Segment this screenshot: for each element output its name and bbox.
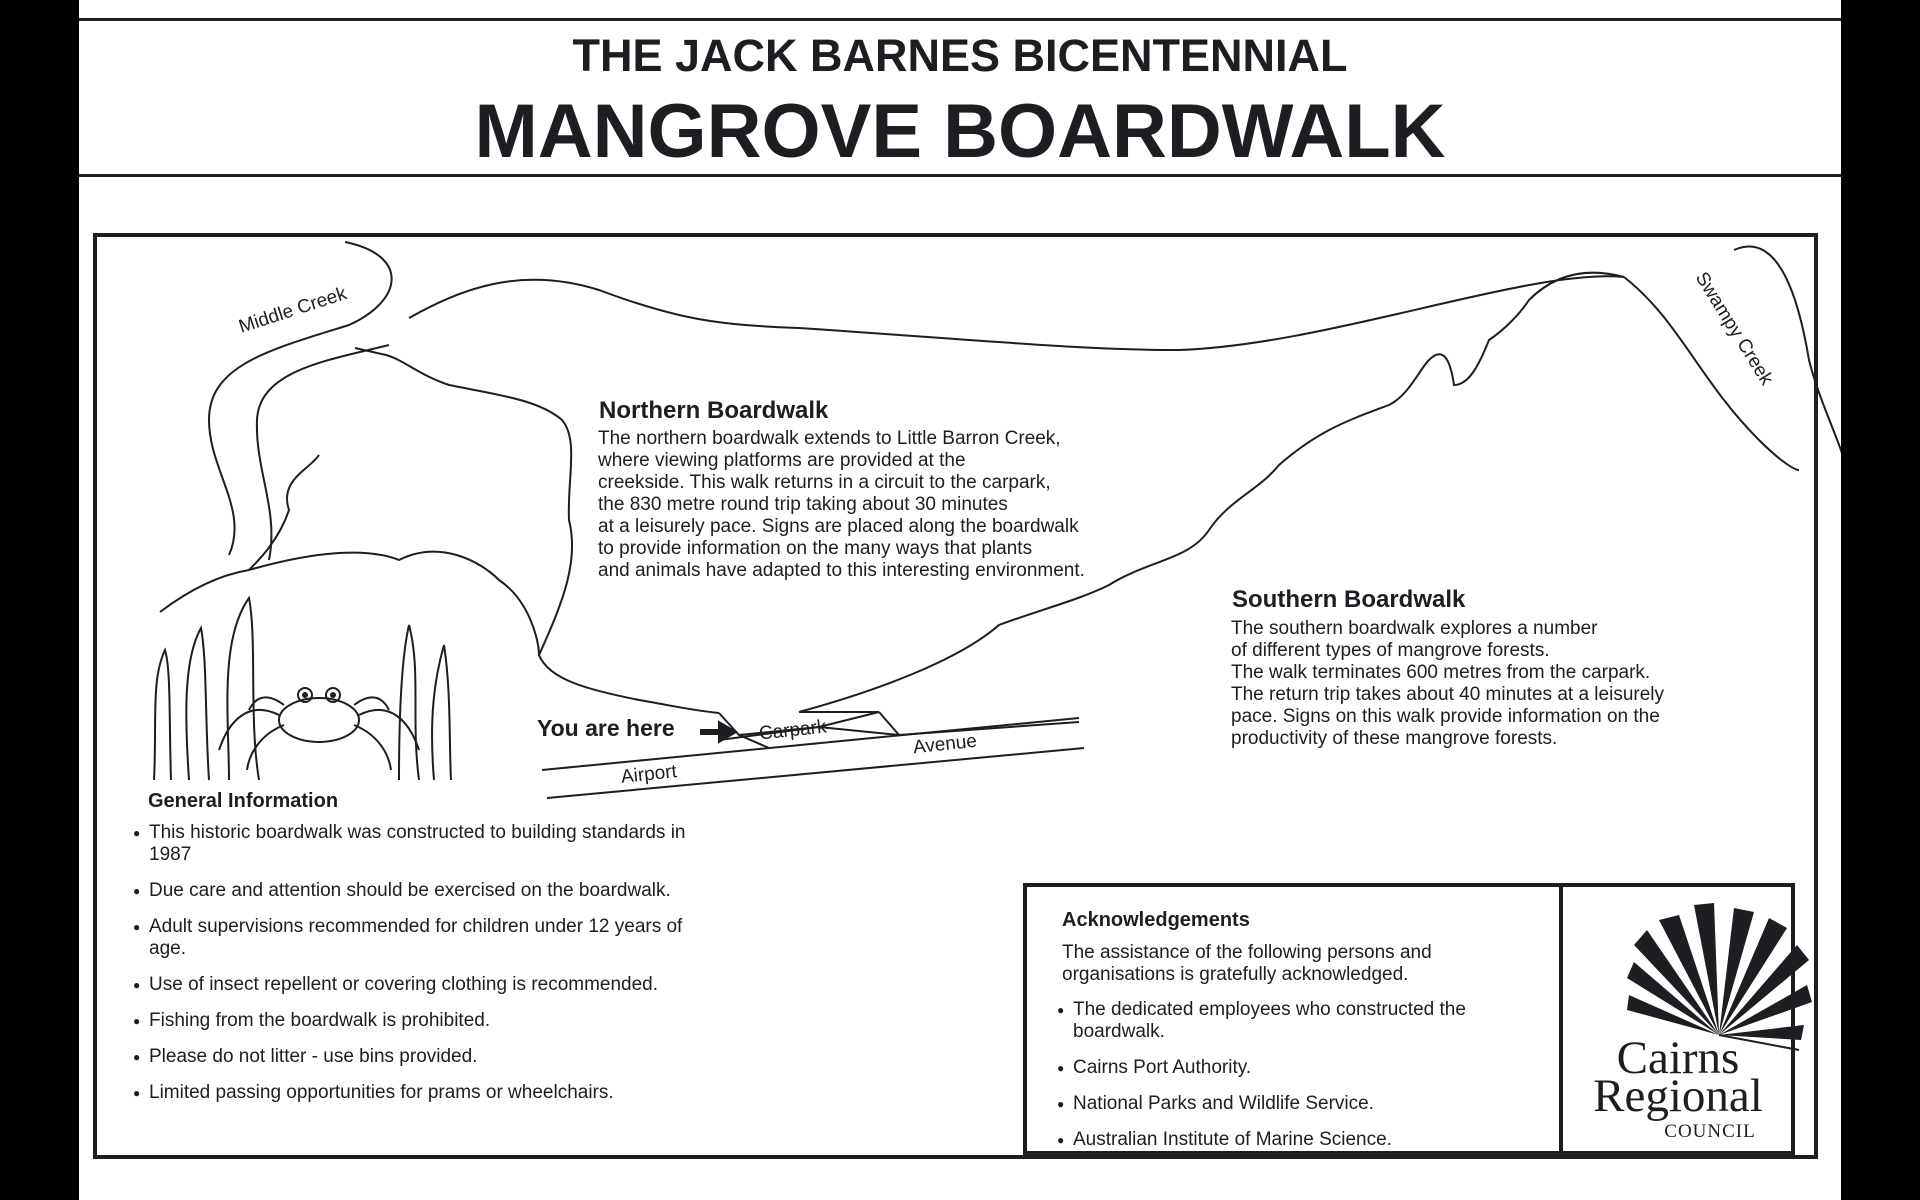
northern-line: and animals have adapted to this interesting environment.: [598, 560, 1085, 581]
acknowledgement-item: ● National Parks and Wildlife Service.: [1057, 1093, 1547, 1115]
airport-label: Airport: [620, 761, 678, 788]
avenue-label: Avenue: [912, 730, 978, 759]
northern-line: the 830 metre round trip taking about 30 minutes: [598, 494, 1008, 515]
island-west-shore: [249, 455, 319, 570]
general-info-item: ● Use of insect repellent or covering clothing is recommended.: [133, 974, 693, 996]
middle-creek-inner-bank: [257, 345, 389, 560]
northern-line: where viewing platforms are provided at the: [598, 450, 966, 471]
general-info-item: ● Fishing from the boardwalk is prohibited.: [133, 1010, 693, 1032]
general-info-item: ● Please do not litter - use bins provided.: [133, 1046, 693, 1068]
northern-line: to provide information on the many ways that plants: [598, 538, 1033, 559]
swampy-creek-label: Swampy Creek: [1690, 268, 1777, 389]
general-info-title: General Information: [148, 790, 339, 812]
southern-line: of different types of mangrove forests.: [1231, 640, 1550, 661]
acknowledgements-box: [1023, 883, 1795, 1155]
carpark-label: Carpark: [758, 716, 828, 745]
acknowledgement-item: ● Australian Institute of Marine Science.: [1057, 1129, 1547, 1151]
middle-creek-label: Middle Creek: [236, 283, 350, 338]
logo-divider: [1559, 883, 1563, 1155]
southern-line: The southern boardwalk explores a number: [1231, 618, 1598, 639]
acknowledgement-item: ● The dedicated employees who constructed the boardwalk.: [1057, 999, 1547, 1043]
sign-title: MANGROVE BOARDWALK: [474, 89, 1446, 174]
southern-line: productivity of these mangrove forests.: [1231, 728, 1558, 749]
northern-line: The northern boardwalk extends to Little Barron Creek,: [598, 428, 1061, 449]
acknowledgements-intro: The assistance of the following persons and organisations is gratefully acknowledged.: [1062, 942, 1432, 985]
acknowledgements-title: Acknowledgements: [1062, 909, 1250, 931]
crab-illustration: [154, 598, 451, 780]
southern-line: pace. Signs on this walk provide information on the: [1231, 706, 1660, 727]
general-info-list: [133, 822, 693, 1118]
general-info-item: ● This historic boardwalk was constructed to building standards in 1987: [133, 822, 693, 866]
logo-cairns: Cairns: [1616, 1032, 1740, 1084]
northern-boardwalk-text: [598, 428, 1158, 582]
logo-regional: Regional: [1593, 1070, 1763, 1122]
southern-line: The walk terminates 600 metres from the carpark.: [1231, 662, 1651, 683]
island-south-shore: [249, 552, 539, 655]
general-info-item: ● Adult supervisions recommended for children under 12 years of age.: [133, 916, 693, 960]
west-bank-lower: [160, 570, 249, 612]
council-logo: [1565, 887, 1791, 1151]
southern-line: The return trip takes about 40 minutes at a leisurely: [1231, 684, 1665, 705]
southern-boardwalk-text: [1231, 618, 1751, 750]
northern-line: creekside. This walk returns in a circuit to the carpark,: [598, 472, 1051, 493]
general-info-item: ● Limited passing opportunities for prams or wheelchairs.: [133, 1082, 693, 1104]
southern-boardwalk-title: Southern Boardwalk: [1232, 586, 1466, 613]
general-info-item: ● Due care and attention should be exercised on the boardwalk.: [133, 880, 693, 902]
sign-subtitle: THE JACK BARNES BICENTENNIAL: [572, 30, 1348, 81]
northern-line: at a leisurely pace. Signs are placed along the boardwalk: [598, 516, 1079, 537]
northern-boardwalk-title: Northern Boardwalk: [599, 397, 829, 424]
boardwalk-sign: [79, 0, 1841, 1200]
you-are-here-label: You are here: [537, 715, 675, 741]
river-north-bank: [409, 276, 1624, 350]
middle-creek-outer-bank: [209, 242, 392, 555]
acknowledgements-list: [1057, 999, 1547, 1165]
logo-council: COUNCIL: [1664, 1121, 1756, 1142]
acknowledgement-item: ● Cairns Port Authority.: [1057, 1057, 1547, 1079]
